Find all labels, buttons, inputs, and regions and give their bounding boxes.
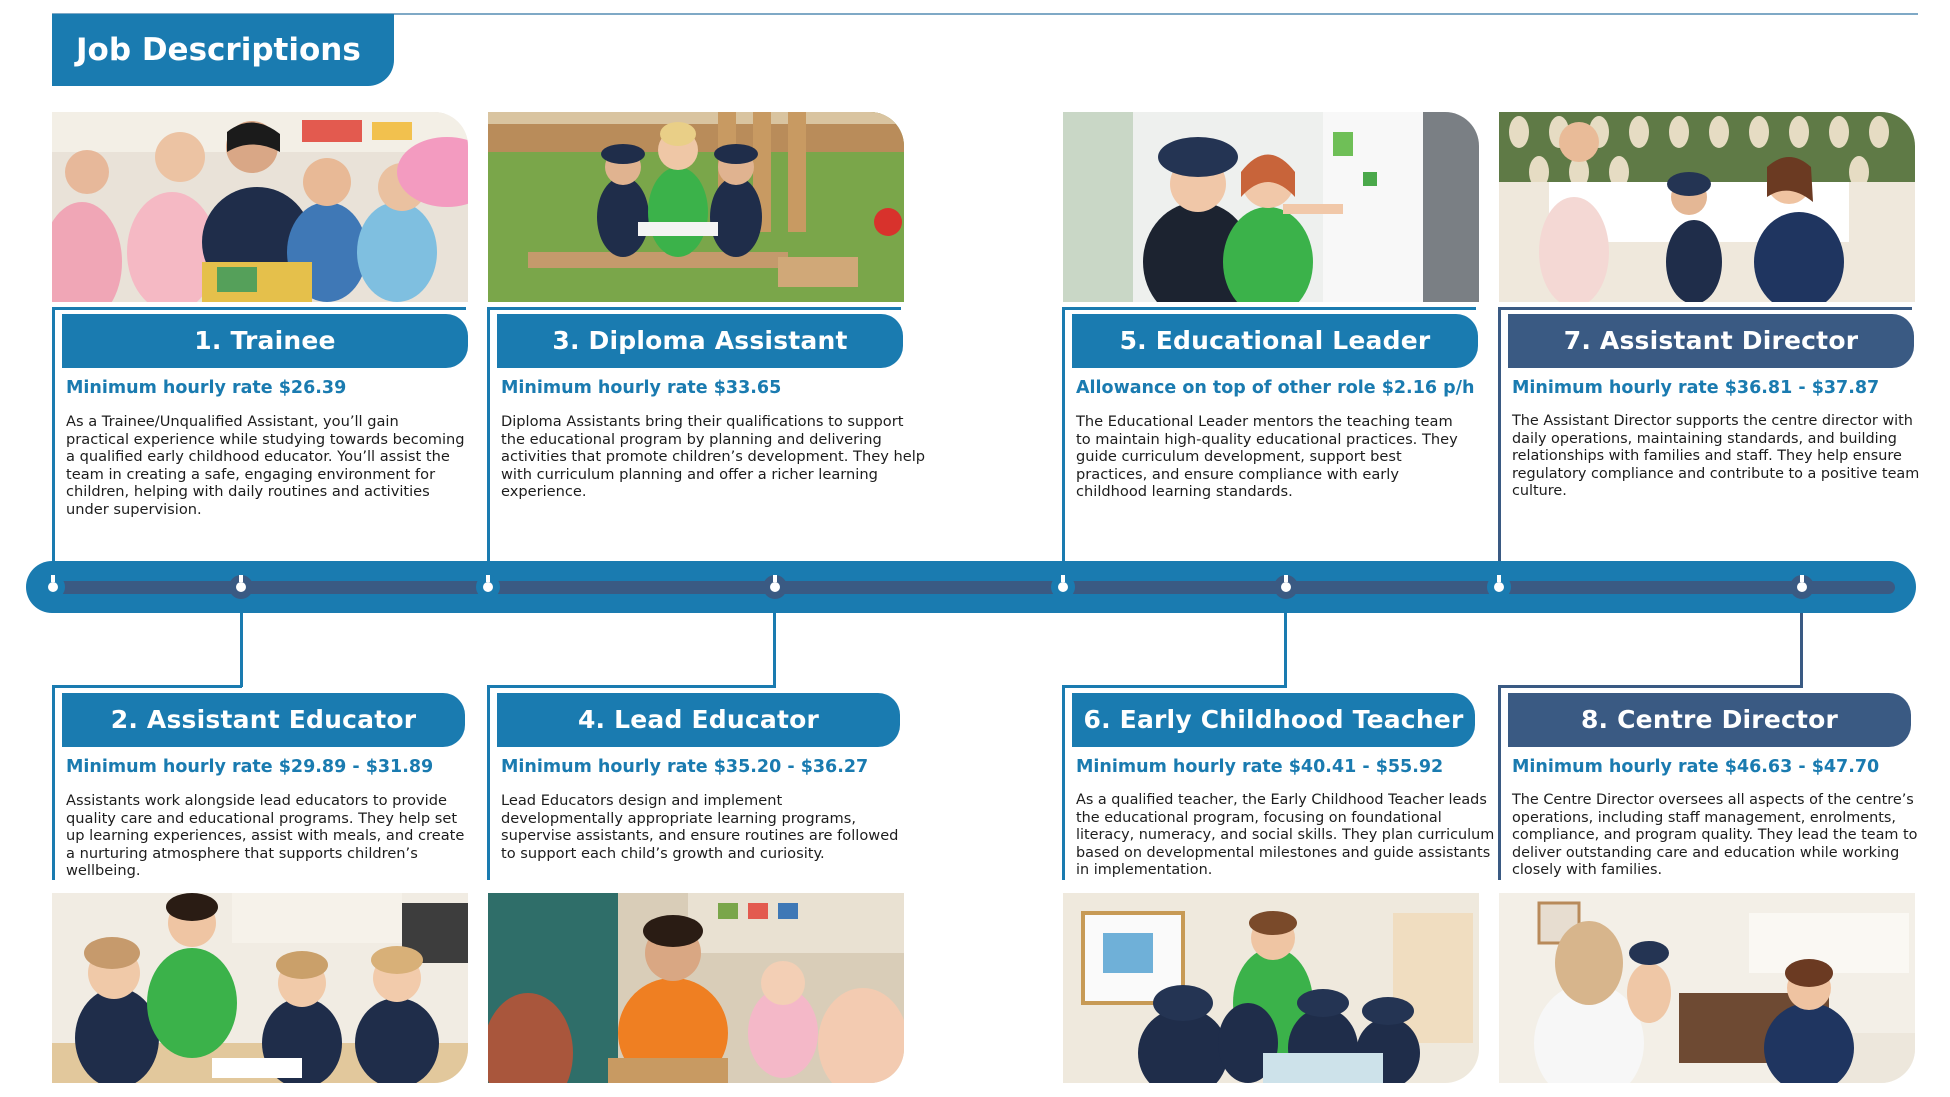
role-rate: Minimum hourly rate $46.63 - $47.70: [1512, 757, 1880, 777]
role-description: The Educational Leader mentors the teaching team to maintain high-quality educational practices. They guide curriculum development, support best practices, and ensure compliance with early childhood learning standards.: [1076, 413, 1458, 501]
connector-early-childhood-teacher-elbow: [1062, 685, 1287, 688]
role-description: The Centre Director oversees all aspects of the centre’s operations, including staff management, enrolments, compliance, and program quality. They lead the team to deliver outstanding care and education while working closely with families.: [1512, 792, 1918, 879]
role-rate: Allowance on top of other role $2.16 p/h: [1076, 378, 1475, 398]
page-title: Job Descriptions: [52, 14, 394, 86]
connector-centre-director-elbow: [1498, 685, 1803, 688]
role-title: 8. Centre Director: [1508, 693, 1911, 747]
educational-leader-photo: [1063, 112, 1479, 302]
role-rate: Minimum hourly rate $40.41 - $55.92: [1076, 757, 1444, 777]
assistant-educator-photo: [52, 893, 468, 1083]
role-title: 2. Assistant Educator: [62, 693, 465, 747]
role-title: 5. Educational Leader: [1072, 314, 1478, 368]
lead-educator-photo: [488, 893, 904, 1083]
trainee-photo: [52, 112, 468, 302]
rule-trainee: [52, 307, 466, 310]
rule-assistant-director: [1498, 307, 1912, 310]
connector-lead-educator-elbow: [487, 685, 776, 688]
assistant-director-photo: [1499, 112, 1915, 302]
connector-educational-leader: [1062, 308, 1065, 583]
connector-lead-educator-side: [487, 685, 490, 880]
role-title: 3. Diploma Assistant: [497, 314, 903, 368]
connector-assistant-educator-side: [52, 685, 55, 880]
diploma-assistant-photo: [488, 112, 904, 302]
role-title: 4. Lead Educator: [497, 693, 900, 747]
timeline-node-lead-educator: [763, 575, 787, 599]
role-description: Lead Educators design and implement developmentally appropriate learning programs, supervise assistants, and ensure routines are followed to support each child’s growth and curiosity.: [501, 792, 899, 862]
role-description: The Assistant Director supports the centre director with daily operations, maintaining standards, and building relationships with families and staff. They help ensure regulatory compliance and contribute to a positive team culture.: [1512, 413, 1920, 500]
timeline-node-trainee: [41, 575, 65, 599]
connector-diploma-assistant: [487, 308, 490, 583]
role-description: As a Trainee/Unqualified Assistant, you’ll gain practical experience while studying towards becoming a qualified early childhood educator. You’ll assist the team in creating a safe, engaging environment for children, helping with daily routines and activities under supervision.: [66, 413, 465, 518]
rule-educational-leader: [1062, 307, 1476, 310]
role-description: Assistants work alongside lead educators to provide quality care and educational programs. They help set up learning experiences, assist with meals, and create a nurturing atmosphere that supports children’s wellbeing.: [66, 792, 465, 880]
role-description: Diploma Assistants bring their qualifications to support the educational program by planning and delivering activities that promote children’s development. They help with curriculum planning and offer a richer learning experience.: [501, 413, 926, 501]
role-title: 1. Trainee: [62, 314, 468, 368]
connector-centre-director-side: [1498, 685, 1501, 880]
role-rate: Minimum hourly rate $36.81 - $37.87: [1512, 378, 1880, 398]
role-rate: Minimum hourly rate $26.39: [66, 378, 347, 398]
career-timeline-track: [50, 581, 1895, 594]
rule-diploma-assistant: [487, 307, 901, 310]
role-title: 6. Early Childhood Teacher: [1072, 693, 1475, 747]
connector-early-childhood-teacher-side: [1062, 685, 1065, 880]
connector-assistant-director: [1498, 308, 1501, 583]
role-rate: Minimum hourly rate $35.20 - $36.27: [501, 757, 869, 777]
role-title: 7. Assistant Director: [1508, 314, 1914, 368]
role-description: As a qualified teacher, the Early Childhood Teacher leads the educational program, focusing on foundational literacy, numeracy, and social skills. They plan curriculum based on developmental milestones and guide assistants in implementation.: [1076, 792, 1495, 879]
role-rate: Minimum hourly rate $29.89 - $31.89: [66, 757, 434, 777]
connector-trainee: [52, 308, 55, 583]
role-rate: Minimum hourly rate $33.65: [501, 378, 782, 398]
connector-assistant-educator-elbow: [52, 685, 242, 688]
timeline-node-centre-director: [1790, 575, 1814, 599]
timeline-node-diploma-assistant: [476, 575, 500, 599]
early-childhood-teacher-photo: [1063, 893, 1479, 1083]
timeline-node-educational-leader: [1051, 575, 1075, 599]
timeline-node-assistant-director: [1487, 575, 1511, 599]
centre-director-photo: [1499, 893, 1915, 1083]
timeline-node-early-childhood-teacher: [1274, 575, 1298, 599]
timeline-node-assistant-educator: [229, 575, 253, 599]
